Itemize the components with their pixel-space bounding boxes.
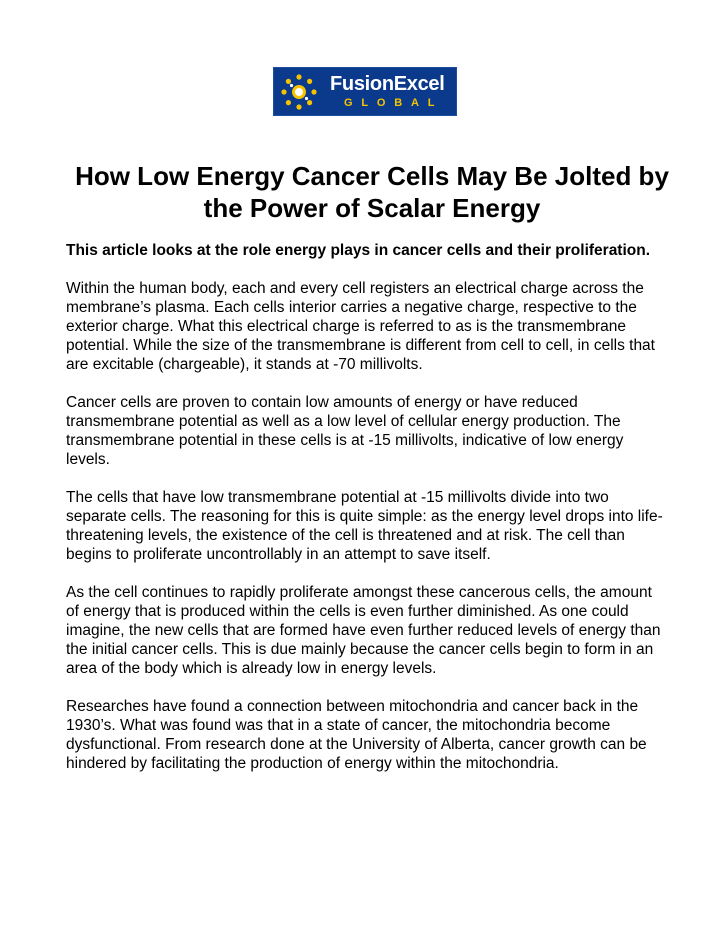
article-paragraph: As the cell continues to rapidly proliferate amongst these cancerous cells, the amount of energy that is produced within the cells is even further diminished. As one could imagine, the new cells that are formed have even further reduced levels of energy than the initial cancer cells. This is due mainly because the cancer cells begin to form in an area of the body which is already low in energy levels.	[66, 584, 661, 677]
logo-brand-sub: GLOBAL	[344, 97, 444, 109]
article-lead: This article looks at the role energy plays in cancer cells and their proliferation.	[66, 242, 651, 259]
article-body	[66, 241, 666, 792]
sun-icon	[280, 73, 318, 111]
logo-brand-name: FusionExcel	[330, 73, 445, 95]
article-title: How Low Energy Cancer Cells May Be Jolted by the Power of Scalar Energy	[75, 161, 669, 223]
fusionexcel-logo	[273, 67, 457, 116]
article-paragraph: Researches have found a connection between mitochondria and cancer back in the 1930’s. What was found was that in a state of cancer, the mitochondria become dysfunctional. From research done at the University of Alberta, cancer growth can be hindered by facilitating the production of energy within the mitochondria.	[66, 698, 647, 772]
article-paragraph: Within the human body, each and every cell registers an electrical charge across the membrane’s plasma. Each cells interior carries a negative charge, respective to the exterior charge. What this electrical charge is referred to as is the transmembrane potential. While the size of the transmembrane is different from cell to cell, in cells that are excitable (chargeable), it stands at -70 millivolts.	[66, 280, 655, 373]
article-paragraph: Cancer cells are proven to contain low amounts of energy or have reduced transmembrane potential as well as a low level of cellular energy production. The transmembrane potential in these cells is at -15 millivolts, indicative of low energy levels.	[66, 394, 624, 468]
article-paragraph: The cells that have low transmembrane potential at -15 millivolts divide into two separate cells. The reasoning for this is quite simple: as the energy level drops into life-threatening levels, the existence of the cell is threatened and at risk. The cell than begins to proliferate uncontrollably in an attempt to save itself.	[66, 489, 663, 563]
